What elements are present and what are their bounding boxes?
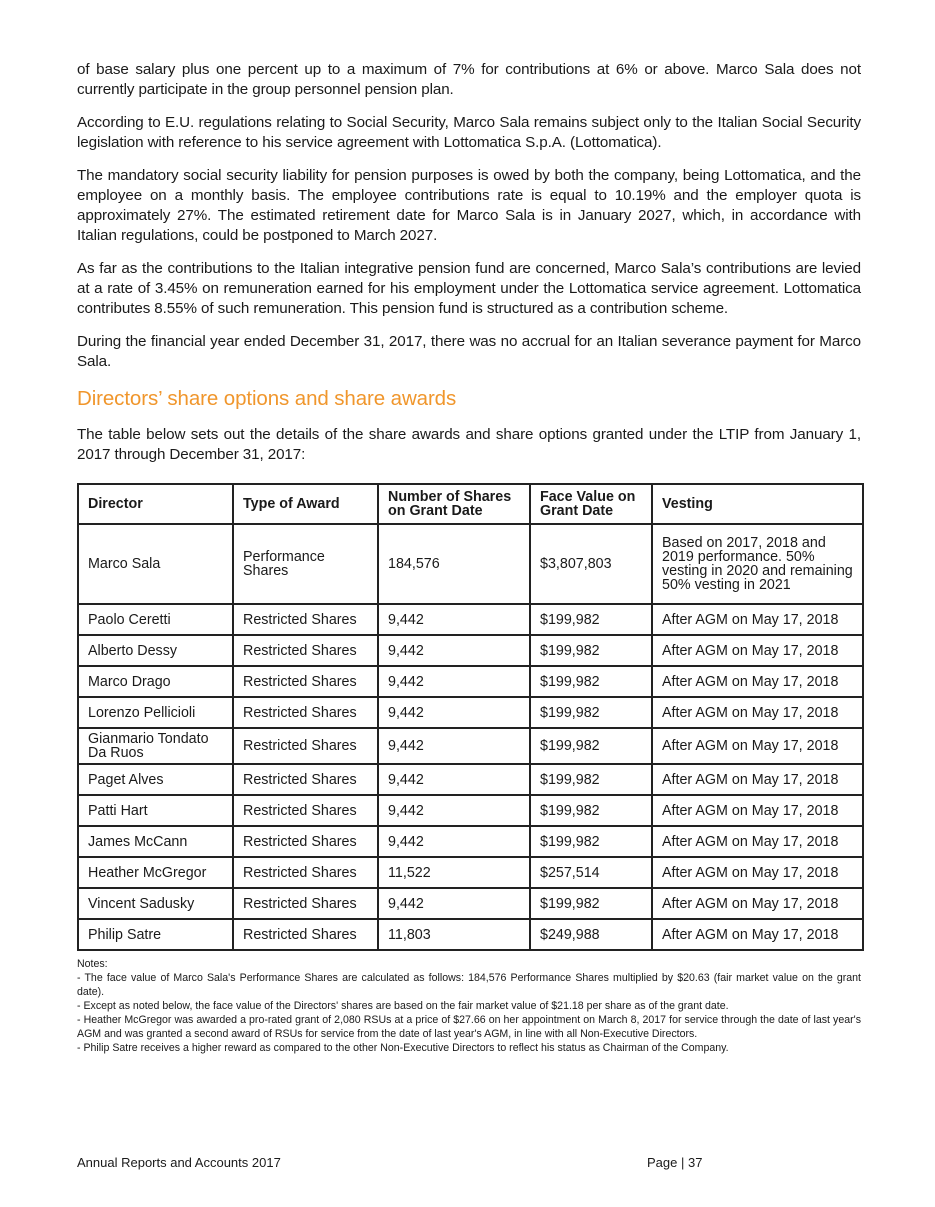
note-item: - Heather McGregor was awarded a pro-rated grant of 2,080 RSUs at a price of $27.66 on her appointment on March 8, 2017 for service through the date of last year's AGM and was granted a second award of RSUs for service from the date of last year's AGM, in line with all Non-Executive Directors.	[77, 1014, 861, 1040]
cell-face-value: $199,982	[530, 697, 652, 728]
table-row	[78, 888, 863, 919]
cell-type: Restricted Shares	[233, 666, 378, 697]
cell-vesting: After AGM on May 17, 2018	[652, 857, 863, 888]
cell-vesting: After AGM on May 17, 2018	[652, 888, 863, 919]
share-awards-table	[77, 483, 864, 951]
cell-vesting: After AGM on May 17, 2018	[652, 919, 863, 950]
cell-type: Restricted Shares	[233, 728, 378, 764]
paragraph-pension-plan: of base salary plus one percent up to a maximum of 7% for contributions at 6% or above. Marco Sala does not currently participate in the group personnel pension plan.	[77, 61, 861, 98]
cell-director: Patti Hart	[78, 795, 233, 826]
cell-vesting: After AGM on May 17, 2018	[652, 764, 863, 795]
cell-face-value: $249,988	[530, 919, 652, 950]
cell-shares: 9,442	[378, 888, 530, 919]
cell-type: Restricted Shares	[233, 635, 378, 666]
cell-type: Restricted Shares	[233, 764, 378, 795]
cell-director: Philip Satre	[78, 919, 233, 950]
header-director: Director	[78, 484, 233, 524]
cell-type: Restricted Shares	[233, 795, 378, 826]
cell-shares: 9,442	[378, 826, 530, 857]
table-row	[78, 604, 863, 635]
cell-director: James McCann	[78, 826, 233, 857]
cell-type: Restricted Shares	[233, 604, 378, 635]
cell-vesting: After AGM on May 17, 2018	[652, 604, 863, 635]
cell-director: Marco Drago	[78, 666, 233, 697]
cell-director: Vincent Sadusky	[78, 888, 233, 919]
table-notes	[77, 957, 861, 1055]
header-number-of-shares: Number of Shares on Grant Date	[378, 484, 530, 524]
table-row	[78, 857, 863, 888]
notes-title: Notes:	[77, 958, 108, 970]
table-row	[78, 728, 863, 764]
paragraph-severance: During the financial year ended December 31, 2017, there was no accrual for an Italian severance payment for Marco Sala.	[77, 333, 861, 370]
cell-type: Restricted Shares	[233, 857, 378, 888]
section-intro: The table below sets out the details of the share awards and share options granted under the LTIP from January 1, 2017 through December 31, 2017:	[77, 426, 861, 463]
cell-face-value: $3,807,803	[530, 524, 652, 604]
paragraph-integrative-pension: As far as the contributions to the Italian integrative pension fund are concerned, Marco Sala’s contributions are levied at a rate of 3.45% on remuneration earned for his employment under the Lottomatica service agreement. Lottomatica contributes 8.55% of such remuneration. This pension fund is structured as a contribution scheme.	[77, 260, 861, 317]
cell-face-value: $199,982	[530, 764, 652, 795]
footer-page-number: Page | 37	[647, 1155, 703, 1170]
cell-type: Restricted Shares	[233, 888, 378, 919]
cell-face-value: $199,982	[530, 795, 652, 826]
cell-face-value: $199,982	[530, 666, 652, 697]
header-type-of-award: Type of Award	[233, 484, 378, 524]
cell-shares: 9,442	[378, 795, 530, 826]
cell-shares: 9,442	[378, 604, 530, 635]
cell-face-value: $199,982	[530, 888, 652, 919]
cell-vesting: After AGM on May 17, 2018	[652, 635, 863, 666]
table-row	[78, 524, 863, 604]
cell-shares: 9,442	[378, 728, 530, 764]
table-row	[78, 635, 863, 666]
section-heading: Directors’ share options and share awards	[77, 387, 457, 410]
cell-director: Gianmario Tondato Da Ruos	[78, 728, 233, 764]
table-row	[78, 795, 863, 826]
cell-vesting: After AGM on May 17, 2018	[652, 697, 863, 728]
cell-face-value: $257,514	[530, 857, 652, 888]
note-item: - Philip Satre receives a higher reward as compared to the other Non-Executive Directors to reflect his status as Chairman of the Company.	[77, 1042, 729, 1054]
cell-director: Paolo Ceretti	[78, 604, 233, 635]
table-row	[78, 826, 863, 857]
note-item: - The face value of Marco Sala's Performance Shares are calculated as follows: 184,576 Performance Shares multiplied by $20.63 (fair market value on the grant date).	[77, 972, 861, 998]
cell-type: Restricted Shares	[233, 826, 378, 857]
table-row	[78, 697, 863, 728]
cell-shares: 11,803	[378, 919, 530, 950]
header-face-value: Face Value on Grant Date	[530, 484, 652, 524]
cell-director: Lorenzo Pellicioli	[78, 697, 233, 728]
cell-type: Restricted Shares	[233, 697, 378, 728]
table-row	[78, 666, 863, 697]
table-header-row	[78, 484, 863, 524]
cell-shares: 184,576	[378, 524, 530, 604]
table-row	[78, 764, 863, 795]
cell-shares: 9,442	[378, 666, 530, 697]
table-row	[78, 919, 863, 950]
paragraph-eu-regulations: According to E.U. regulations relating to Social Security, Marco Sala remains subject only to the Italian Social Security legislation with reference to his service agreement with Lottomatica S.p.A. (Lottomatica).	[77, 114, 861, 151]
cell-shares: 9,442	[378, 764, 530, 795]
cell-shares: 11,522	[378, 857, 530, 888]
footer-report-title: Annual Reports and Accounts 2017	[77, 1155, 281, 1170]
cell-type: Restricted Shares	[233, 919, 378, 950]
cell-director: Paget Alves	[78, 764, 233, 795]
cell-director: Heather McGregor	[78, 857, 233, 888]
cell-director: Marco Sala	[78, 524, 233, 604]
cell-type: Performance Shares	[233, 524, 378, 604]
cell-shares: 9,442	[378, 697, 530, 728]
cell-vesting: After AGM on May 17, 2018	[652, 728, 863, 764]
cell-face-value: $199,982	[530, 728, 652, 764]
document-page	[77, 60, 861, 1055]
cell-vesting: After AGM on May 17, 2018	[652, 666, 863, 697]
cell-vesting: After AGM on May 17, 2018	[652, 795, 863, 826]
header-vesting: Vesting	[652, 484, 863, 524]
cell-shares: 9,442	[378, 635, 530, 666]
paragraph-social-security: The mandatory social security liability for pension purposes is owed by both the company, being Lottomatica, and the employee on a monthly basis. The employee contributions rate is equal to 10.19% and the employer quota is approximately 27%. The estimated retirement date for Marco Sala is in January 2027, which, in accordance with Italian regulations, could be postponed to March 2027.	[77, 167, 861, 244]
cell-face-value: $199,982	[530, 604, 652, 635]
cell-face-value: $199,982	[530, 635, 652, 666]
cell-face-value: $199,982	[530, 826, 652, 857]
cell-director: Alberto Dessy	[78, 635, 233, 666]
cell-vesting: Based on 2017, 2018 and 2019 performance. 50% vesting in 2020 and remaining 50% vesting in 2021	[652, 524, 863, 604]
cell-vesting: After AGM on May 17, 2018	[652, 826, 863, 857]
note-item: - Except as noted below, the face value of the Directors' shares are based on the fair market value of $21.18 per share as of the grant date.	[77, 1000, 729, 1012]
